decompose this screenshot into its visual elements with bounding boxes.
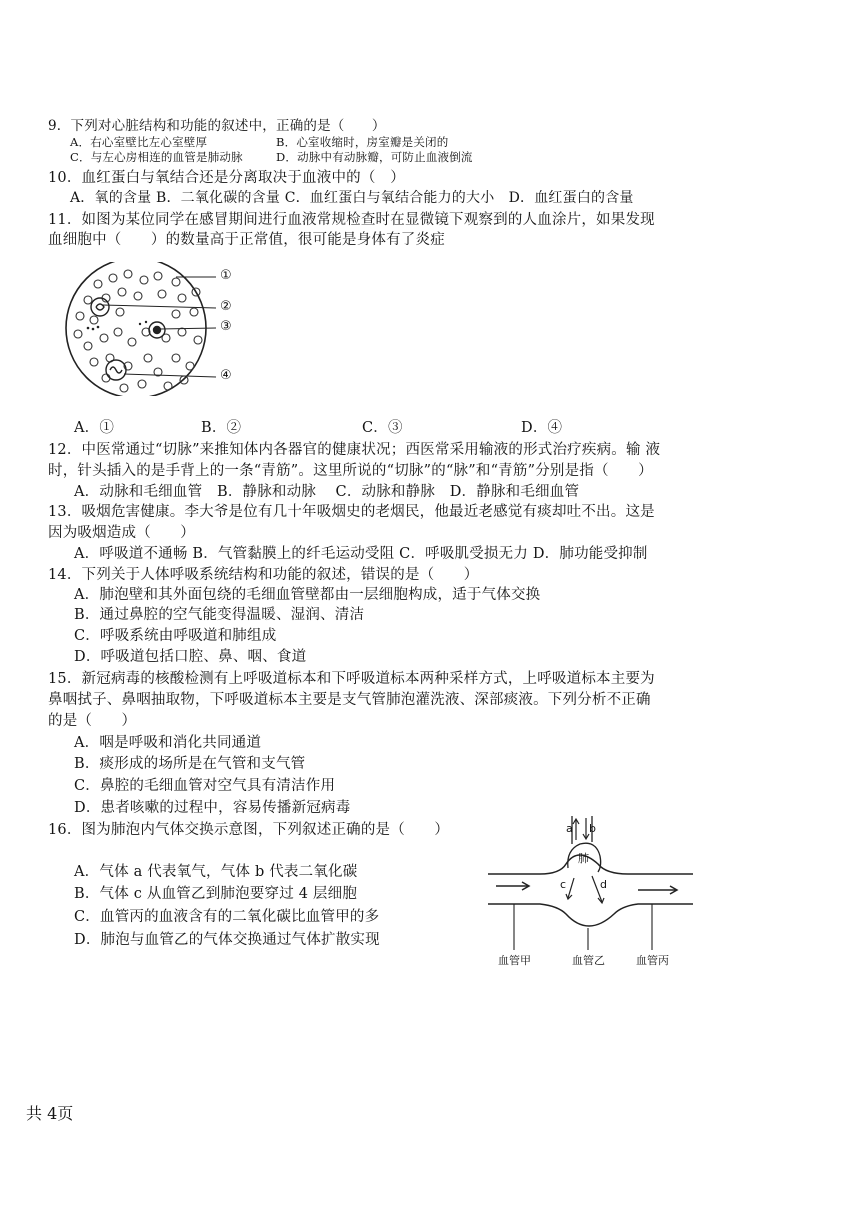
page-count: 共 4页 — [26, 1104, 74, 1123]
cell-label-2: ② — [220, 299, 232, 314]
cell-label-4: ④ — [220, 368, 232, 383]
gas-b-label: b — [589, 822, 596, 835]
gas-d-label: d — [600, 878, 607, 891]
q15-option-a: A．咽是呼吸和消化共同通道 — [74, 735, 262, 751]
q16-option-d: D．肺泡与血管乙的气体交换通过气体扩散实现 — [74, 932, 380, 948]
q11-stem-line2: 血细胞中（ ）的数量高于正常值，很可能是身体有了炎症 — [48, 232, 445, 248]
q14-stem: 14．下列关于人体呼吸系统结构和功能的叙述，错误的是（ ） — [48, 567, 479, 583]
flow-arrows — [496, 882, 677, 894]
q9-option-d: D．动脉中有动脉瓣，可防止血液倒流 — [276, 150, 473, 164]
q12-options: A．动脉和毛细血管 B．静脉和动脉 C．动脉和静脉 D．静脉和毛细血管 — [74, 484, 580, 500]
platelets — [87, 321, 148, 331]
gas-a-label: a — [566, 822, 573, 835]
q10-stem: 10．血红蛋白与氧结合还是分离取决于血液中的（ ） — [48, 170, 405, 186]
alveolus-drawing — [488, 816, 693, 972]
q15-stem-line1: 15．新冠病毒的核酸检测有上呼吸道标本和下呼吸道标本两种采样方式，上呼吸道标本主要为 — [48, 671, 655, 687]
q9-option-a: A．右心室壁比左心室壁厚 — [70, 135, 208, 149]
q11-option-c: C．③ — [362, 420, 403, 436]
q16-option-b: B．气体 c 从血管乙到肺泡要穿过 4 层细胞 — [74, 886, 358, 902]
q15-option-c: C．鼻腔的毛细血管对空气具有清洁作用 — [74, 778, 336, 794]
q12-stem-line2: 时，针头插入的是手背上的一条“青筋”。这里所说的“切脉”的“脉”和“青筋”分别是指（ ） — [48, 463, 653, 479]
blood-smear-figure — [58, 262, 248, 396]
q15-option-d: D．患者咳嗽的过程中，容易传播新冠病毒 — [74, 800, 351, 816]
q13-stem-line1: 13．吸烟危害健康。李大爷是位有几十年吸烟史的老烟民，他最近老感觉有痰却吐不出。这是 — [48, 504, 655, 520]
q16-stem: 16．图为肺泡内气体交换示意图，下列叙述正确的是（ ） — [48, 822, 450, 838]
q9-option-c: C．与左心房相连的血管是肺动脉 — [70, 150, 243, 164]
q15-option-b: B．痰形成的场所是在气管和支气管 — [74, 756, 306, 772]
q13-stem-line2: 因为吸烟造成（ ） — [48, 525, 195, 541]
alveolus-gas-exchange-figure — [488, 816, 693, 972]
q14-option-b: B．通过鼻腔的空气能变得温暖、湿润、清洁 — [74, 607, 365, 623]
cell-label-1: ① — [220, 268, 232, 283]
vessel-bing-label: 血管丙 — [636, 954, 669, 967]
q9-stem: 9．下列对心脏结构和功能的叙述中，正确的是（ ） — [48, 118, 386, 134]
vessel-jia-label: 血管甲 — [498, 954, 531, 967]
q16-option-a: A．气体 a 代表氧气，气体 b 代表二氧化碳 — [74, 864, 358, 880]
white-blood-cells — [91, 298, 165, 380]
q14-option-c: C．呼吸系统由呼吸道和肺组成 — [74, 628, 277, 644]
q14-option-a: A．肺泡壁和其外面包绕的毛细血管壁都由一层细胞构成，适于气体交换 — [74, 587, 541, 603]
cell-label-3: ③ — [220, 319, 232, 334]
q15-stem-line3: 的是（ ） — [48, 713, 137, 729]
vessel-yi-label: 血管乙 — [572, 954, 605, 967]
q9-option-b: B．心室收缩时，房室瓣是关闭的 — [276, 135, 449, 149]
red-blood-cells — [74, 270, 202, 392]
label-lines — [514, 904, 652, 950]
q10-options: A．氧的含量 B．二氧化碳的含量 C．血红蛋白与氧结合能力的大小 D．血红蛋白的含量 — [70, 190, 634, 206]
q14-option-d: D．呼吸道包括口腔、鼻、咽、食道 — [74, 649, 307, 665]
q12-stem-line1: 12．中医常通过“切脉”来推知体内各器官的健康状况；西医常采用输液的形式治疗疾病。输 液 — [48, 442, 661, 458]
q11-stem-line1: 11．如图为某位同学在感冒期间进行血液常规检查时在显微镜下观察到的人血涂片，如果发现 — [48, 212, 655, 228]
q15-stem-line2: 鼻咽拭子、鼻咽抽取物，下呼吸道标本主要是支气管肺泡灌洗液、深部痰液。下列分析不正确 — [48, 692, 651, 708]
alveolus-label: 肺 — [578, 852, 589, 865]
q11-option-a: A．① — [74, 420, 115, 436]
q16-option-c: C．血管丙的血液含有的二氧化碳比血管甲的多 — [74, 909, 380, 925]
q11-option-b: B．② — [201, 420, 242, 436]
q11-option-d: D．④ — [521, 420, 563, 436]
q13-options: A．呼吸道不通畅 B．气管黏膜上的纤毛运动受阻 C．呼吸肌受损无力 D．肺功能受抑制 — [74, 546, 648, 562]
gas-c-label: c — [560, 878, 567, 891]
